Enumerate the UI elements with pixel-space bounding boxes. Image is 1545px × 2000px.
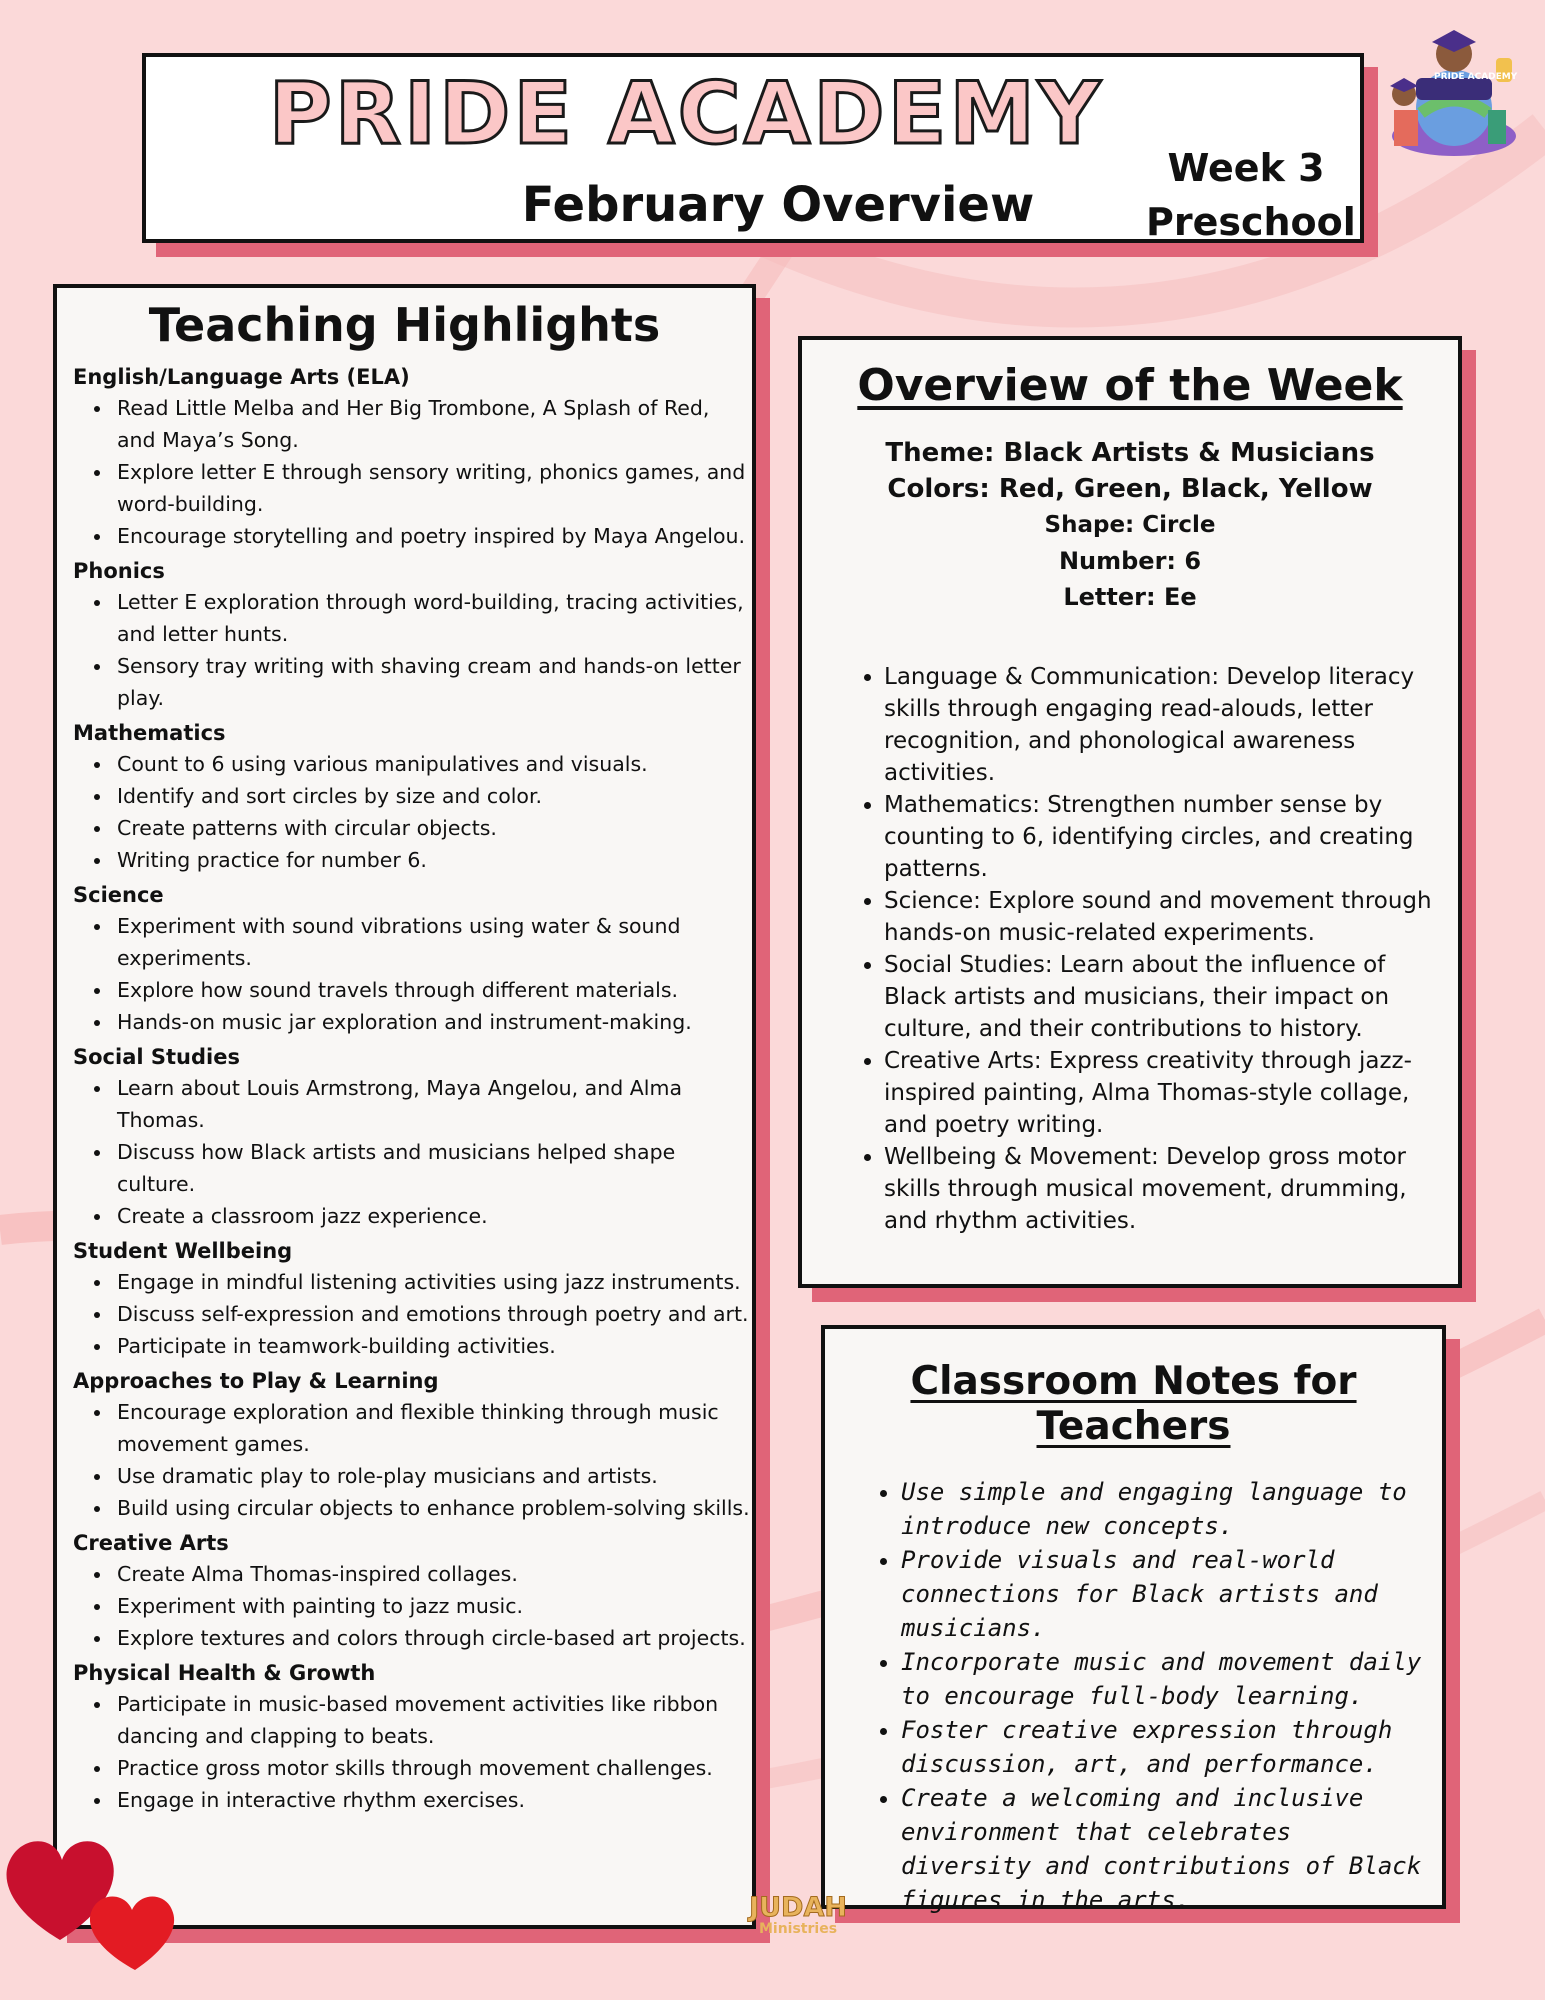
header-card [142,53,1364,243]
list-item: • Engage in mindful listening activities using jazz instruments. [113,1266,752,1298]
week-label: Week 3 [1167,146,1325,190]
notes-title: Classroom Notes for Teachers [910,1359,1357,1449]
notes-list [825,1475,1426,1917]
overview-facts [802,435,1458,615]
section-heading: Social Studies [73,1045,240,1069]
list-item: • Engage in interactive rhythm exercises. [113,1784,752,1816]
section-heading: Creative Arts [73,1531,229,1555]
list-item: • Experiment with painting to jazz music. [113,1590,752,1622]
colors-line: Colors: Red, Green, Black, Yellow [887,474,1373,504]
overview-list [802,661,1438,1237]
list-item: • Encourage storytelling and poetry inspired by Maya Angelou. [113,520,752,552]
section-list [57,1558,752,1654]
list-item: • Create a classroom jazz experience. [113,1200,752,1232]
section-heading: English/Language Arts (ELA) [73,365,410,389]
section-list [57,1266,752,1362]
list-item: • Create a welcoming and inclusive environment that celebrates diversity and contributions of Black figures in the arts. [901,1781,1426,1917]
list-item: • Read Little Melba and Her Big Trombone, A Splash of Red, and Maya’s Song. [113,392,752,456]
list-item: • Participate in teamwork-building activities. [113,1330,752,1362]
list-item: • Use simple and engaging language to introduce new concepts. [901,1475,1426,1543]
list-item: • Create Alma Thomas-inspired collages. [113,1558,752,1590]
shape-line: Shape: Circle [1044,512,1216,538]
graduates-globe-logo-icon [1376,18,1526,158]
list-item: • Experiment with sound vibrations using water & sound experiments. [113,910,752,974]
list-item: • Discuss self-expression and emotions through poetry and art. [113,1298,752,1330]
hearts-icon [0,1820,190,1970]
teaching-title: Teaching Highlights [148,298,661,352]
list-item: • Wellbeing & Movement: Develop gross motor skills through musical movement, drumming, and rhythm activities. [884,1141,1438,1237]
letter-line: Letter: Ee [1063,583,1197,611]
section-heading: Phonics [73,559,165,583]
list-item: • Science: Explore sound and movement through hands-on music-related experiments. [884,885,1438,949]
list-item: • Explore textures and colors through circle-based art projects. [113,1622,752,1654]
logo-text: PRIDE ACADEMY [1434,72,1518,82]
page-subtitle: February Overview [521,177,1035,233]
brand-name: JUDAH [749,1892,847,1923]
list-item: • Foster creative expression through discussion, art, and performance. [901,1713,1426,1781]
brand-sub: Ministries [758,1921,838,1937]
section-heading: Student Wellbeing [73,1239,293,1263]
list-item: • Encourage exploration and flexible thinking through music movement games. [113,1396,752,1460]
list-item: • Learn about Louis Armstrong, Maya Angelou, and Alma Thomas. [113,1072,752,1136]
list-item: • Participate in music-based movement activities like ribbon dancing and clapping to beats. [113,1688,752,1752]
list-item: • Use dramatic play to role-play musicians and artists. [113,1460,752,1492]
list-item: • Social Studies: Learn about the influence of Black artists and musicians, their impact on culture, and their contributions to history. [884,949,1438,1045]
section-heading: Approaches to Play & Learning [73,1369,439,1393]
list-item: • Language & Communication: Develop literacy skills through engaging read-alouds, letter recognition, and phonological awareness activities. [884,661,1438,789]
section-heading: Science [73,883,164,907]
list-item: • Letter E exploration through word-building, tracing activities, and letter hunts. [113,586,752,650]
theme-line: Theme: Black Artists & Musicians [885,438,1375,468]
list-item: • Provide visuals and real-world connections for Black artists and musicians. [901,1543,1426,1645]
section-heading: Mathematics [73,721,226,745]
overview-card [798,336,1462,1288]
list-item: • Explore how sound travels through different materials. [113,974,752,1006]
section-list [57,1072,752,1232]
list-item: • Creative Arts: Express creativity through jazz-inspired painting, Alma Thomas-style collage, and poetry writing. [884,1045,1438,1141]
section-list [57,910,752,1038]
list-item: • Mathematics: Strengthen number sense by counting to 6, identifying circles, and creating patterns. [884,789,1438,885]
list-item: • Build using circular objects to enhance problem-solving skills. [113,1492,752,1524]
overview-title: Overview of the Week [857,360,1403,411]
classroom-notes-card [821,1325,1446,1914]
list-item: • Sensory tray writing with shaving cream and hands-on letter play. [113,650,752,714]
judah-ministries-logo [728,1894,868,1974]
section-list [57,748,752,876]
level-label: Preschool [1146,200,1356,244]
section-list [57,392,752,552]
teaching-highlights-card [53,284,756,1929]
number-line: Number: 6 [1058,547,1202,575]
list-item: • Practice gross motor skills through movement challenges. [113,1752,752,1784]
section-list [57,586,752,714]
section-list [57,1688,752,1816]
list-item: • Create patterns with circular objects. [113,812,752,844]
list-item: • Count to 6 using various manipulatives and visuals. [113,748,752,780]
list-item: • Writing practice for number 6. [113,844,752,876]
section-list [57,1396,752,1524]
list-item: • Incorporate music and movement daily to encourage full-body learning. [901,1645,1426,1713]
week-info [1146,141,1356,249]
list-item: • Identify and sort circles by size and color. [113,780,752,812]
list-item: • Hands-on music jar exploration and instrument-making. [113,1006,752,1038]
list-item: • Discuss how Black artists and musicians helped shape culture. [113,1136,752,1200]
section-heading: Physical Health & Growth [73,1661,376,1685]
list-item: • Explore letter E through sensory writing, phonics games, and word-building. [113,456,752,520]
teaching-sections [57,362,752,1816]
page-title: PRIDE ACADEMY [268,64,1104,164]
